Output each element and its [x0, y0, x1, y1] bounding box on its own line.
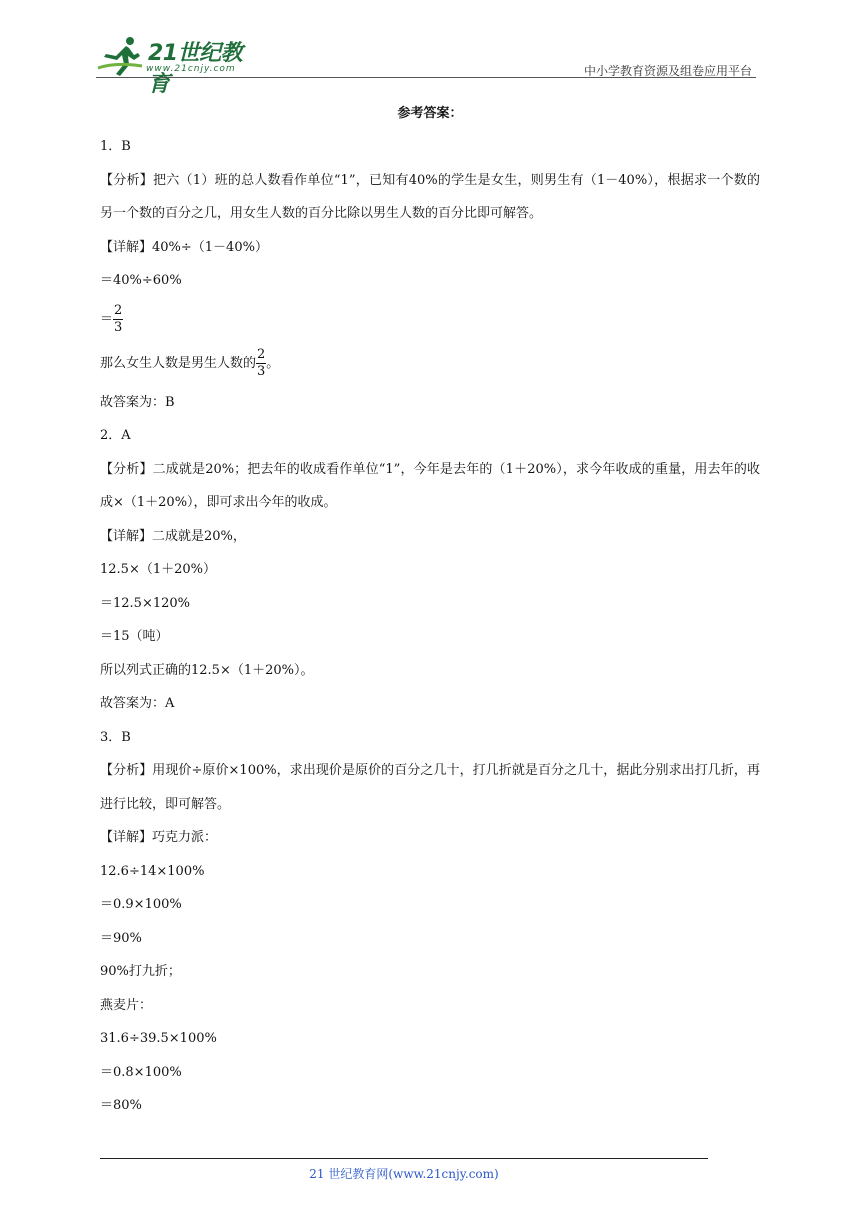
- fraction-denominator: 3: [257, 363, 266, 379]
- q3-analysis: 【分析】用现价÷原价×100%，求出现价是原价的百分之几十，打几折就是百分之几十，据此分别求出打几折，再进行比较，即可解答。: [100, 763, 760, 812]
- q1-detail-line: 【详解】40%÷（1－40%）: [100, 239, 268, 255]
- page-header: [96, 34, 756, 97]
- q2-answer: 2．A: [100, 428, 131, 443]
- q2-final-answer: 故答案为：A: [100, 696, 175, 711]
- q1-final-answer: 故答案为：B: [100, 394, 175, 410]
- page-title: 参考答案：: [397, 106, 463, 121]
- q2-detail-line: ＝15（吨）: [100, 629, 169, 644]
- fraction: [113, 303, 123, 336]
- logo: [96, 34, 261, 97]
- q1-detail-fraction-line: [100, 298, 760, 342]
- q3-detail-line: ＝90%: [100, 930, 142, 946]
- q3-detail-line: 燕麦片：: [100, 997, 153, 1013]
- q3-detail-line: 12.6÷14×100%: [100, 863, 205, 879]
- q2-conclusion: 所以列式正确的12.5×（1＋20%）。: [100, 662, 314, 678]
- logo-domain-text: www.21cnjy.com: [146, 64, 236, 74]
- q2-detail-line: 12.5×（1＋20%）: [100, 562, 217, 577]
- fraction-numerator: 2: [114, 302, 123, 318]
- q3-detail-line: ＝80%: [100, 1098, 142, 1113]
- equals-sign: ＝: [100, 311, 114, 327]
- q3-detail-line: ＝0.8×100%: [100, 1064, 182, 1080]
- fraction-denominator: 3: [114, 319, 123, 335]
- q3-answer: 3．B: [100, 729, 131, 745]
- fraction-numerator: 2: [257, 346, 266, 362]
- q2-detail-line: 【详解】二成就是20%，: [100, 528, 246, 544]
- conclusion-suffix: 。: [266, 355, 280, 371]
- fraction: [256, 347, 266, 380]
- q2-analysis: 【分析】二成就是20%；把去年的收成看作单位“1”，今年是去年的（1＋20%），求今年收成的重量，用去年的收成×（1＋20%），即可求出今年的收成。: [100, 461, 760, 510]
- footer-link[interactable]: 21 世纪教育网(www.21cnjy.com): [309, 1167, 499, 1181]
- platform-name: 中小学教育资源及组卷应用平台: [583, 64, 752, 78]
- q3-detail-line: ＝0.9×100%: [100, 897, 182, 912]
- q1-detail-line: ＝40%÷60%: [100, 273, 182, 288]
- header-divider: [96, 77, 756, 78]
- q3-detail-line: 90%打九折；: [100, 964, 181, 979]
- q3-detail-line: 【详解】巧克力派：: [100, 830, 218, 845]
- conclusion-text: 那么女生人数是男生人数的: [100, 355, 257, 371]
- answer-content: [100, 98, 760, 1123]
- runner-logo-icon: [96, 34, 148, 78]
- q3-detail-line: 31.6÷39.5×100%: [100, 1031, 217, 1046]
- q1-conclusion: [100, 342, 760, 386]
- q2-detail-line: ＝12.5×120%: [100, 595, 191, 611]
- logo-brand-text: 21世纪教育: [148, 41, 243, 97]
- q1-analysis: 【分析】把六（1）班的总人数看作单位“1”，已知有40%的学生是女生，则男生有（1－40%），根据求一个数的另一个数的百分之几，用女生人数的百分比除以男生人数的百分比即可解答。: [100, 172, 760, 221]
- footer-divider: [100, 1158, 708, 1159]
- page-footer: [100, 1158, 708, 1182]
- q1-answer: 1．B: [100, 139, 131, 154]
